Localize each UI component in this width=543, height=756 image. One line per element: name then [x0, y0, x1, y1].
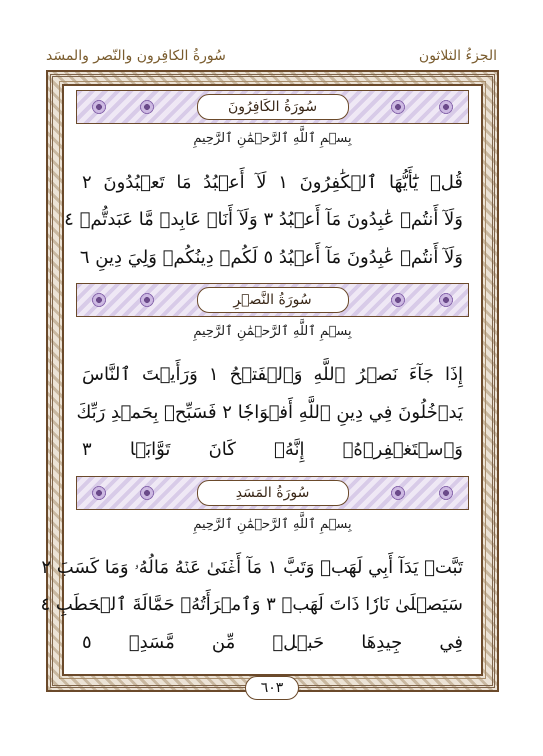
surah-title: سُورَةُ المَسَدِ — [197, 480, 349, 506]
surah-names-label: سُورةُ الكافِرون والنّصر والمسَد — [46, 48, 226, 64]
page-number: ٦٠٣ — [245, 676, 299, 700]
rosette-ornament — [89, 97, 109, 117]
surah-title-band — [76, 283, 469, 317]
surah-title-band — [76, 90, 469, 124]
ayah-line: وَلَآ أَنتُمۡ عَٰبِدُونَ مَآ أَعۡبُدُ ٣ وَلَآ أَنَا۠ عَابِدٞ مَّا عَبَدتُّمۡ ٤ — [64, 209, 463, 230]
rosette-ornament — [89, 290, 109, 310]
ayah-line: سَيَصۡلَىٰ نَارٗا ذَاتَ لَهَبٖ ٣ وَٱمۡرَأَتُهُۥ حَمَّالَةَ ٱلۡحَطَبِ ٤ — [40, 594, 463, 615]
juz-label: الجزءُ الثلاثون — [418, 48, 497, 64]
surah-title-band — [76, 476, 469, 510]
rosette-ornament — [436, 483, 456, 503]
rosette-ornament — [137, 483, 157, 503]
rosette-ornament — [388, 97, 408, 117]
basmala: بِسۡمِ ٱللَّهِ ٱلرَّحۡمَٰنِ ٱلرَّحِيمِ — [193, 131, 352, 146]
rosette-ornament — [436, 97, 456, 117]
ayah-line: تَبَّتۡ يَدَآ أَبِي لَهَبٖ وَتَبَّ ١ مَآ أَغۡنَىٰ عَنۡهُ مَالُهُۥ وَمَا كَسَبَ ٢ — [41, 557, 463, 578]
surah-title: سُورَةُ النَّصۡرِ — [197, 287, 349, 313]
surah-title: سُورَةُ الكَافِرُونَ — [197, 94, 349, 120]
ayah-line: فِي جِيدِهَا حَبۡلٞ مِّن مَّسَدِۭ ٥ — [82, 632, 463, 653]
rosette-ornament — [137, 97, 157, 117]
page-header — [46, 44, 497, 68]
rosette-ornament — [436, 290, 456, 310]
ayah-line: وَلَآ أَنتُمۡ عَٰبِدُونَ مَآ أَعۡبُدُ ٥ لَكُمۡ دِينُكُمۡ وَلِيَ دِينِ ٦ — [79, 247, 463, 268]
ayah-line: يَدۡخُلُونَ فِي دِينِ ٱللَّهِ أَفۡوَاجٗا ٢ فَسَبِّحۡ بِحَمۡدِ رَبِّكَ — [76, 402, 463, 423]
basmala: بِسۡمِ ٱللَّهِ ٱلرَّحۡمَٰنِ ٱلرَّحِيمِ — [193, 324, 352, 339]
rosette-ornament — [388, 290, 408, 310]
basmala: بِسۡمِ ٱللَّهِ ٱلرَّحۡمَٰنِ ٱلرَّحِيمِ — [193, 517, 352, 532]
rosette-ornament — [388, 483, 408, 503]
ayah-line: قُلۡ يَٰٓأَيُّهَا ٱلۡكَٰفِرُونَ ١ لَآ أَعۡبُدُ مَا تَعۡبُدُونَ ٢ — [82, 172, 463, 193]
rosette-ornament — [89, 483, 109, 503]
rosette-ornament — [137, 290, 157, 310]
ayah-line: وَٱسۡتَغۡفِرۡهُۚ إِنَّهُۥ كَانَ تَوَّابَۢا ٣ — [82, 439, 463, 460]
ayah-line: إِذَا جَآءَ نَصۡرُ ٱللَّهِ وَٱلۡفَتۡحُ ١ وَرَأَيۡتَ ٱلنَّاسَ — [82, 364, 463, 385]
